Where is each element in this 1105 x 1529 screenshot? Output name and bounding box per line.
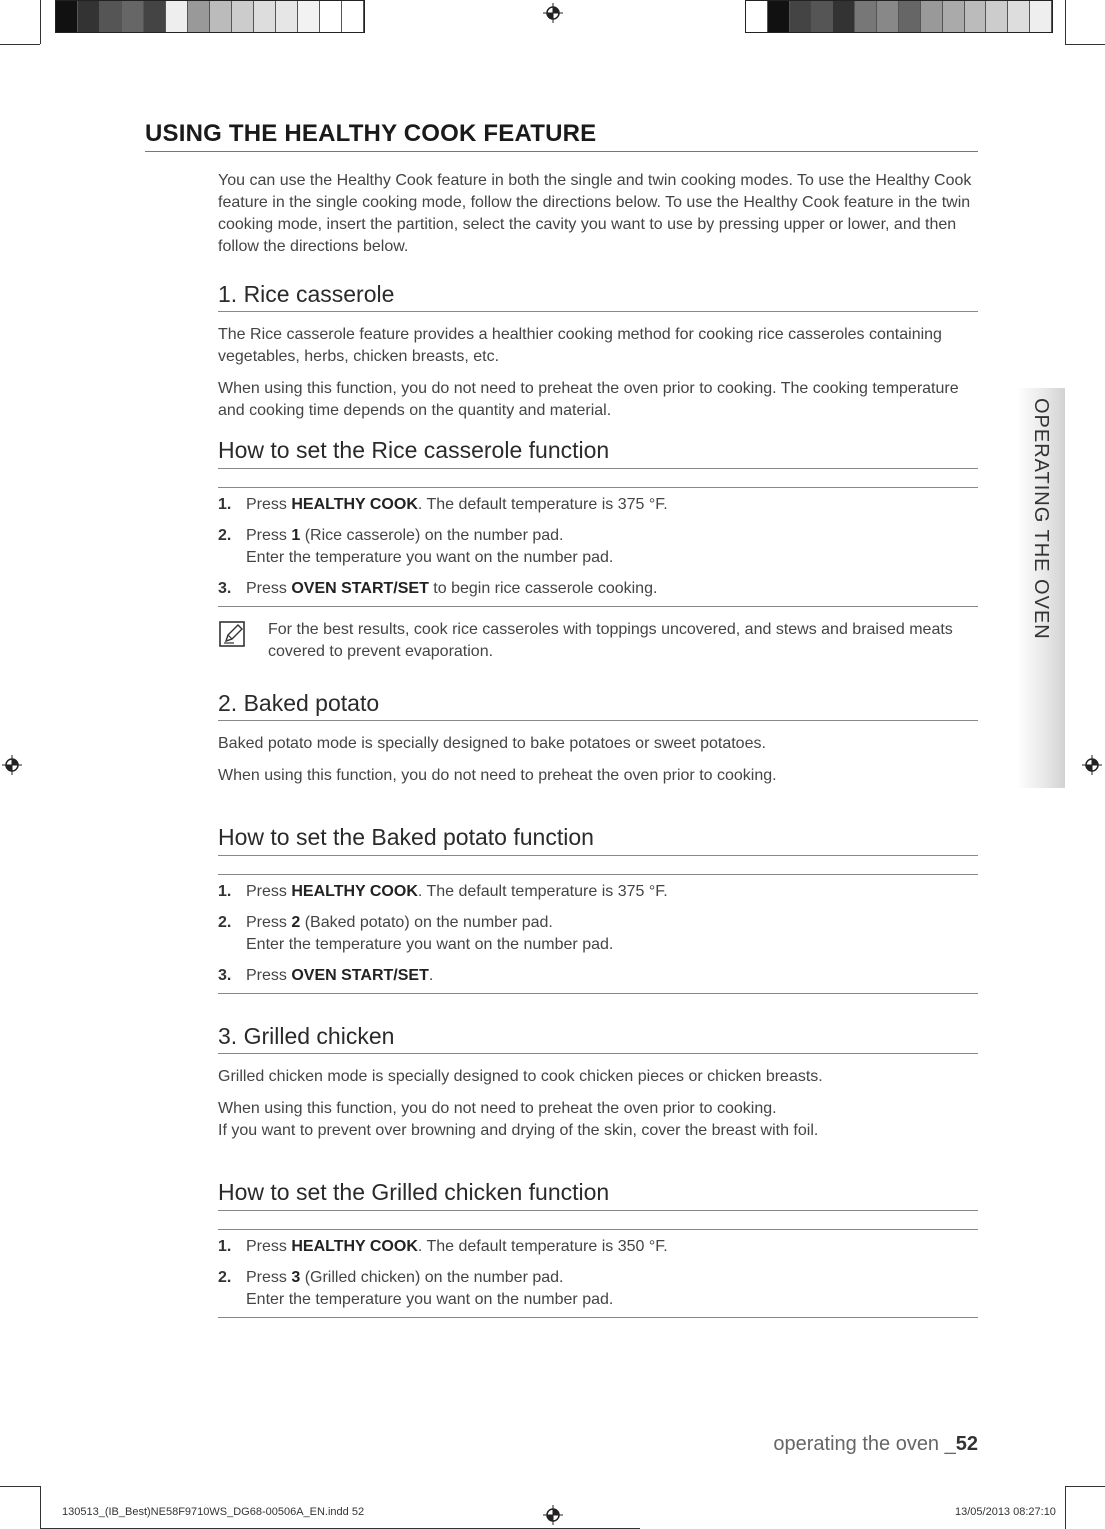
section-heading-grilled-chicken: 3. Grilled chicken bbox=[218, 1022, 978, 1054]
color-bar-right bbox=[745, 0, 1053, 33]
registration-mark-icon bbox=[543, 1505, 563, 1525]
footer-label: operating the oven _ bbox=[773, 1433, 956, 1455]
crop-mark bbox=[40, 0, 41, 44]
page-footer bbox=[773, 1433, 978, 1456]
step-item: 2. Press 3 (Grilled chicken) on the number pad. Enter the temperature you want on the number pad. bbox=[218, 1267, 978, 1311]
crop-mark bbox=[1065, 44, 1105, 45]
note-pencil-icon bbox=[218, 619, 268, 663]
control-label: HEALTHY COOK bbox=[291, 496, 418, 513]
control-label: HEALTHY COOK bbox=[291, 883, 418, 900]
step-number: 1. bbox=[218, 496, 232, 513]
print-slug-file: 130513_(IB_Best)NE58F9710WS_DG68-00506A_EN.indd 52 bbox=[62, 1506, 365, 1518]
baked-potato-steps bbox=[218, 874, 978, 994]
step-item: 3. Press OVEN START/SET to begin rice casserole cooking. bbox=[218, 578, 978, 600]
chapter-side-tab bbox=[1017, 388, 1065, 788]
rice-casserole-preheat-note: When using this function, you do not need to preheat the oven prior to cooking. The cooking temperature and cooking time depends on the quantity and material. bbox=[218, 380, 959, 419]
step-item: 2. Press 2 (Baked potato) on the number pad. Enter the temperature you want on the number pad. bbox=[218, 912, 978, 956]
subheading-rice-casserole-function: How to set the Rice casserole function bbox=[218, 436, 978, 469]
registration-mark-icon bbox=[2, 755, 22, 775]
step-number: 1. bbox=[218, 883, 232, 900]
step-number: 3. bbox=[218, 967, 232, 984]
grilled-chicken-preheat-note: When using this function, you do not need to preheat the oven prior to cooking. bbox=[218, 1100, 777, 1117]
color-bar-left bbox=[55, 0, 365, 33]
step-item: 2. Press 1 (Rice casserole) on the number pad. Enter the temperature you want on the number pad. bbox=[218, 525, 978, 569]
step-number: 3. bbox=[218, 580, 232, 597]
step-number: 1. bbox=[218, 1238, 232, 1255]
note-text: For the best results, cook rice casseroles with toppings uncovered, and stews and braised meats covered to prevent evaporation. bbox=[268, 621, 953, 660]
control-label: 3 bbox=[291, 1269, 301, 1286]
step-number: 2. bbox=[218, 527, 232, 544]
subheading-baked-potato-function: How to set the Baked potato function bbox=[218, 823, 978, 856]
content-column bbox=[218, 170, 978, 1318]
note-block bbox=[218, 619, 978, 663]
crop-mark bbox=[0, 44, 40, 45]
step-item: 1. Press HEALTHY COOK. The default temperature is 350 °F. bbox=[218, 1236, 978, 1258]
crop-mark bbox=[40, 1486, 41, 1529]
page-number: 52 bbox=[955, 1433, 978, 1455]
control-label: OVEN START/SET bbox=[291, 580, 429, 597]
step-item: 1. Press HEALTHY COOK. The default temperature is 375 °F. bbox=[218, 494, 978, 516]
rice-casserole-description: The Rice casserole feature provides a healthier cooking method for cooking rice casseroles containing vegetables, herbs, chicken breasts, etc. bbox=[218, 326, 942, 365]
registration-mark-icon bbox=[543, 3, 563, 23]
control-label: 2 bbox=[291, 914, 301, 931]
crop-mark bbox=[1065, 0, 1066, 44]
step-number: 2. bbox=[218, 914, 232, 931]
control-label: 1 bbox=[291, 527, 301, 544]
crop-mark bbox=[1065, 1486, 1066, 1529]
step-item: 3. Press OVEN START/SET. bbox=[218, 965, 978, 987]
print-slug-timestamp: 13/05/2013 08:27:10 bbox=[955, 1506, 1056, 1518]
page-title: USING THE HEALTHY COOK FEATURE bbox=[145, 120, 978, 152]
step-number: 2. bbox=[218, 1269, 232, 1286]
registration-mark-icon bbox=[1082, 755, 1102, 775]
grilled-chicken-description: Grilled chicken mode is specially designed to cook chicken pieces or chicken breasts. bbox=[218, 1068, 823, 1085]
crop-mark bbox=[1065, 1486, 1105, 1487]
baked-potato-preheat-note: When using this function, you do not need to preheat the oven prior to cooking. bbox=[218, 767, 777, 784]
intro-paragraph: You can use the Healthy Cook feature in both the single and twin cooking modes. To use the Healthy Cook feature in the single cooking mode, follow the directions below. To use the Healthy Cook feature in the twin cooking mode, insert the partition, select the cavity you want to use by pressing upper or lower, and then follow the directions below. bbox=[218, 172, 972, 255]
grilled-chicken-steps bbox=[218, 1229, 978, 1318]
section-heading-rice-casserole: 1. Rice casserole bbox=[218, 280, 978, 312]
control-label: HEALTHY COOK bbox=[291, 1238, 418, 1255]
section-heading-baked-potato: 2. Baked potato bbox=[218, 689, 978, 721]
control-label: OVEN START/SET bbox=[291, 967, 429, 984]
chapter-side-tab-label: OPERATING THE OVEN bbox=[1030, 398, 1052, 640]
baked-potato-description: Baked potato mode is specially designed to bake potatoes or sweet potatoes. bbox=[218, 735, 766, 752]
subheading-grilled-chicken-function: How to set the Grilled chicken function bbox=[218, 1178, 978, 1211]
step-item: 1. Press HEALTHY COOK. The default temperature is 375 °F. bbox=[218, 881, 978, 903]
rice-casserole-steps bbox=[218, 487, 978, 607]
crop-mark bbox=[0, 1486, 40, 1487]
grilled-chicken-foil-tip: If you want to prevent over browning and drying of the skin, cover the breast with foil. bbox=[218, 1122, 819, 1139]
